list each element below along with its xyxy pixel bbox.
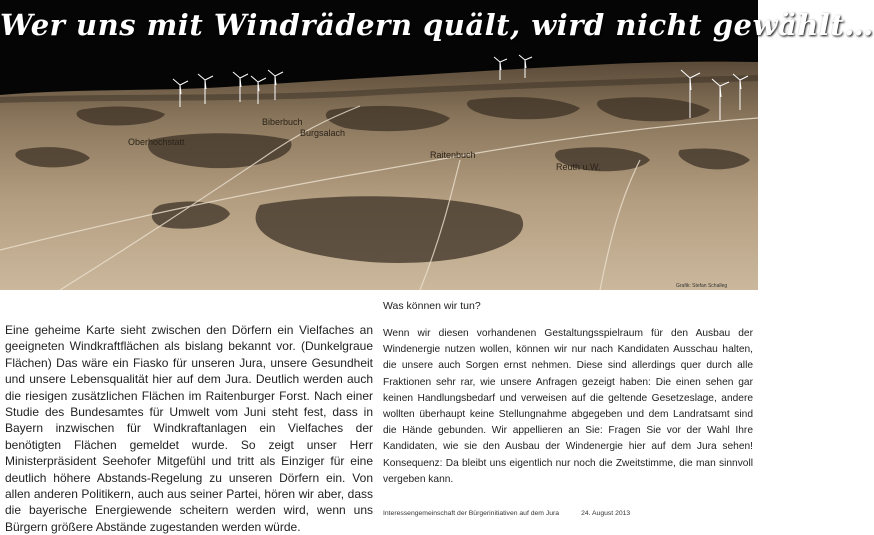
map-label-burgsalach: Burgsalach <box>300 128 346 138</box>
map-label-oberhochstatt: Oberhochstatt <box>128 137 185 147</box>
right-column-heading: Was können wir tun? <box>383 300 481 312</box>
right-column <box>383 300 753 488</box>
graphic-credit: Grafik: Stefan Schalleg <box>676 283 728 289</box>
map-label-raitenbuch: Raitenbuch <box>430 150 476 160</box>
footer-date: 24. August 2013 <box>581 510 631 517</box>
right-column-text: Wenn wir diesen vorhandenen Gestaltungsspielraum für den Ausbau der Windenergie nutzen wollen, können wir nur nach Kandidaten Ausschau halten, die unsere auch Sorgen ernst nehmen. Diese sind allerdings quer durch alle Fraktionen sehr rar, wie unsere Anfragen gezeigt haben: Die einen sehen gar keinen Handlungsbedarf und verweisen auf die geltende Gesetzeslage, andere wollten überhaupt keine Stellungnahme abgegeben und dem Landratsamt sind die Hände gebunden. Wir appellieren an Sie: Fragen Sie vor der Wahl Ihre Kandidaten, wie sie den Ausbau der Windenergie hier auf dem Jura sehen! Konsequenz: Da bleibt uns eigentlich nur noch die Zweitstimme, die man sinnvoll vergeben kann. <box>383 328 753 485</box>
left-column-text: Eine geheime Karte sieht zwischen den Dörfern ein Vielfaches an geeigneten Windkraftflächen als bislang bekannt vor. (Dunkelgraue Flächen) Das wäre ein Fiasko für unseren Jura, unsere Gesundheit und unsere Lebensqualität hier auf dem Jura. Deutlich werden auch die riesigen zusätzlichen Flächen im Raitenburger Forst. Nach einer Studie des Bundesamtes für Umwelt vom Juni steht fest, dass in Bayern inzwischen für Windkraftanlagen ein Vielfaches der benötigten Flächen gemeldet wurde. So zeigt unser Herr Ministerpräsident Seehofer Mitgefühl und tritt als Einziger für eine deutlich höhere Abstands-Regelung zu unseren Dörfern ein. Von allen anderen Politikern, auch aus seiner Partei, hören wir aber, dass die bayerische Energiewende scheitern werden wird, wenn uns Bürgern größere Abstände zugestanden werden würde. <box>5 323 373 534</box>
headline: Wer uns mit Windrädern quält, wird nicht gewählt… <box>0 8 874 42</box>
footer <box>383 510 630 517</box>
map-label-reuth: Reuth u.W. <box>556 162 601 172</box>
footer-organization: Interessengemeinschaft der Bürgerinitiativen auf dem Jura <box>383 510 560 517</box>
map-label-biberbuch: Biberbuch <box>262 117 303 127</box>
